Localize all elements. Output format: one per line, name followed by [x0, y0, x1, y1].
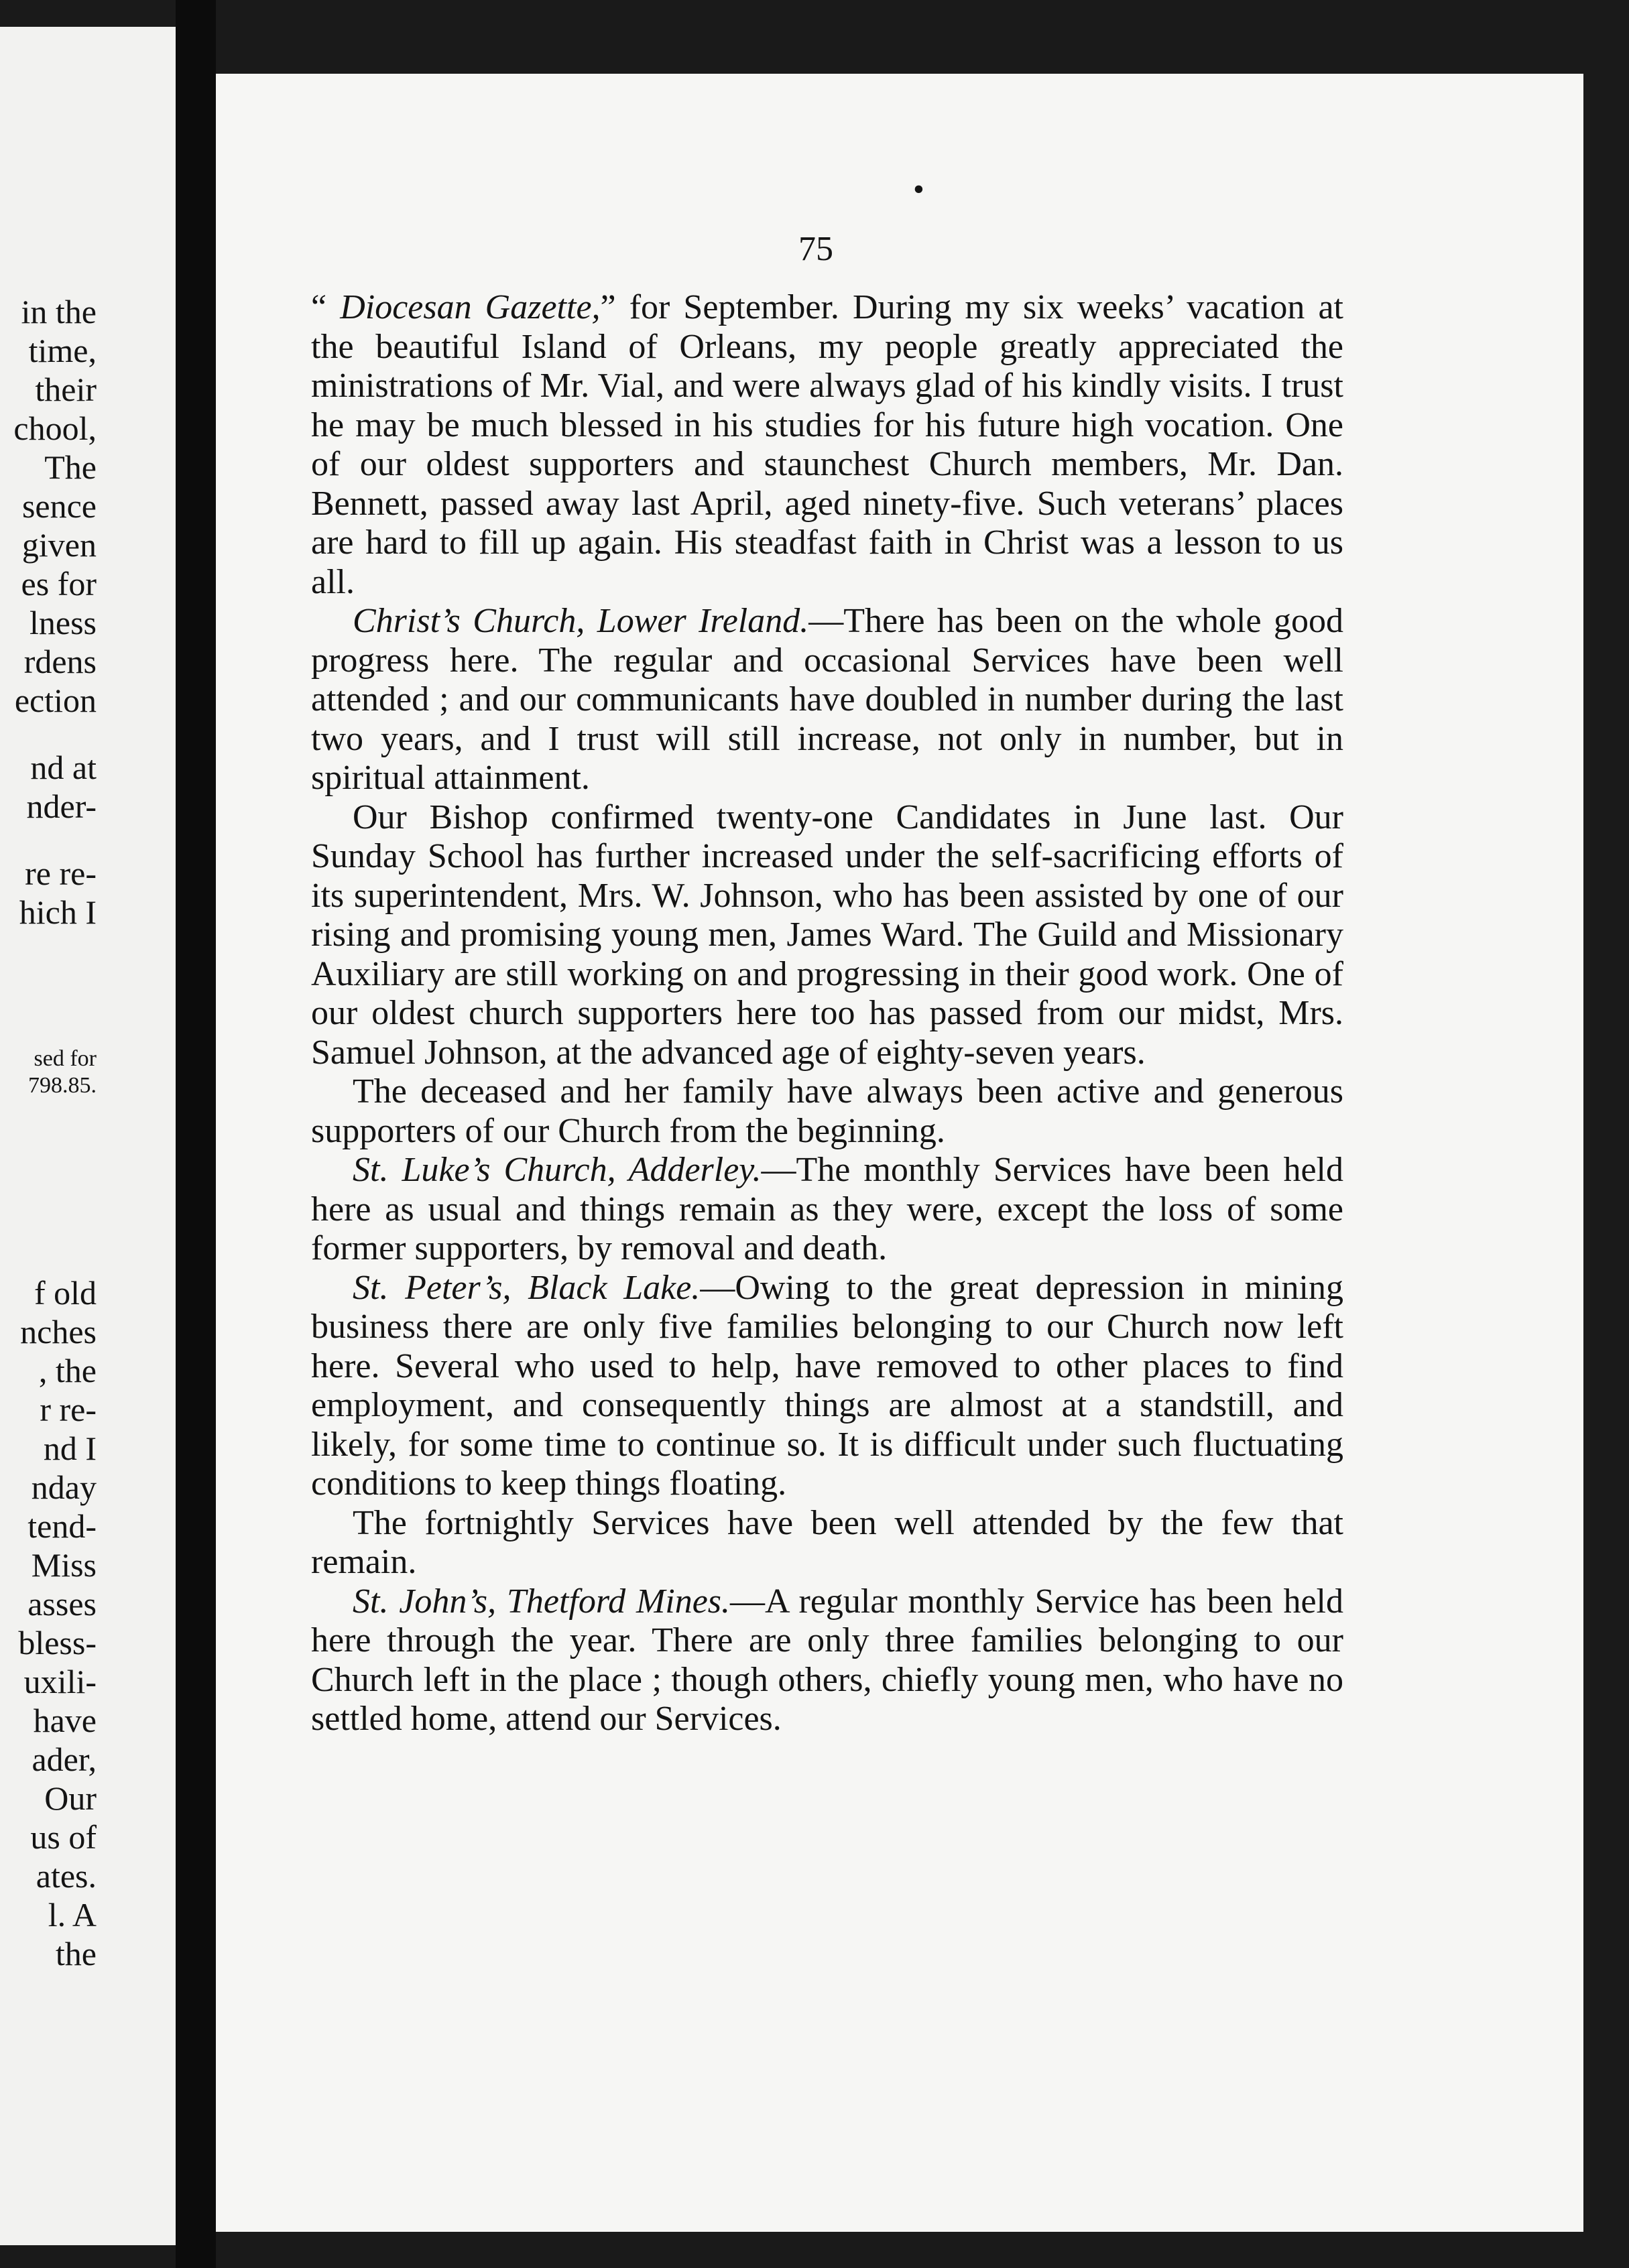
body-paragraph	[311, 1269, 1343, 1504]
left-page-fragment	[0, 27, 176, 2245]
body-paragraph	[311, 798, 1343, 1073]
left-page-line: , the	[38, 1352, 97, 1389]
left-page-line: us of	[30, 1818, 97, 1856]
body-paragraph	[311, 1582, 1343, 1739]
left-page-line: lness	[29, 604, 97, 641]
left-page-line: rdens	[23, 643, 97, 680]
left-page-line: f old	[34, 1274, 97, 1312]
left-page-line: ection	[14, 682, 97, 719]
book-gutter	[176, 0, 216, 2268]
paragraph-text: —The monthly Services have been held here as usual and things remain as they were, except the loss of some former supporters, by removal and death.	[311, 1151, 1344, 1267]
left-page-line: ates.	[36, 1857, 97, 1895]
left-page-line: r re-	[40, 1391, 97, 1428]
left-page-line: sed for	[34, 1046, 97, 1071]
ink-dot-mark: •	[913, 172, 924, 207]
body-paragraph	[311, 1072, 1343, 1151]
paragraph-heading: St. Luke’s Church, Adderley.	[353, 1151, 762, 1189]
paragraph-heading: Christ’s Church, Lower Ireland.	[353, 602, 809, 640]
paragraph-text: —A regular monthly Service has been held here through the year. There are only three families belonging to our Church left in the place ; though others, chiefly young men, who have no settled home, attend our Services.	[311, 1582, 1343, 1738]
body-paragraph	[311, 1504, 1343, 1582]
paragraph-text: ” for September. During my six weeks’ vacation at the beautiful Island of Orleans, my people greatly appreciated the ministrations of Mr. Vial, and were always glad of his kindly visits. I trust he may be much blessed in his studies for his future high vocation. One of our oldest supporters and staunchest Church members, Mr. Dan. Bennett, passed away last April, aged ninety-five. Such veterans’ places are hard to fill up again. His steadfast faith in Christ was a lesson to us all.	[311, 288, 1343, 601]
page-number: 75	[798, 230, 833, 268]
left-page-line: given	[21, 526, 97, 564]
opening-quote: “	[311, 288, 341, 326]
body-paragraph	[311, 1151, 1343, 1269]
left-page-line: nd I	[43, 1430, 97, 1467]
paragraph-text: —Owing to the great depression in mining business there are only five families belonging to our Church now left here. Several who used to help, have removed to other places to find employment, and consequently things are almost at a standstill, and likely, for some time to continue so. It is difficult under such fluctuating conditions to keep things floating.	[311, 1268, 1343, 1503]
left-page-line: Miss	[31, 1546, 97, 1584]
paragraph-heading: St. John’s, Thetford Mines.	[353, 1582, 731, 1621]
left-page-line: the	[55, 1935, 97, 1972]
left-page-line: 798.85.	[28, 1073, 97, 1098]
left-page-line: time,	[28, 332, 97, 369]
paragraph-heading: Diocesan Gazette,	[340, 288, 601, 326]
left-page-line: have	[33, 1702, 97, 1739]
left-page-line: tend-	[27, 1507, 97, 1545]
body-paragraph	[311, 288, 1343, 602]
left-page-line: nd at	[30, 749, 97, 786]
left-page-line: sence	[21, 487, 97, 525]
left-page-line: chool,	[13, 410, 97, 447]
left-page-line: nches	[20, 1313, 97, 1350]
left-page-line: uxili-	[23, 1663, 97, 1700]
left-page-line: nder-	[26, 788, 97, 825]
body-paragraph	[311, 602, 1343, 798]
paragraph-text: The deceased and her family have always been active and generous supporters of our Church from the beginning.	[311, 1072, 1343, 1150]
paragraph-text: —There has been on the whole good progress here. The regular and occasional Services have been well attended ; and our communicants have doubled in number during the last two years, and I trust will still increase, not only in number, but in spiritual attainment.	[311, 602, 1343, 797]
left-page-line: bless-	[18, 1624, 97, 1661]
paragraph-text: Our Bishop confirmed twenty-one Candidates in June last. Our Sunday School has further increased under the self-sacrificing efforts of its superintendent, Mrs. W. Johnson, who has been assisted by one of our rising and promising young men, James Ward. The Guild and Missionary Auxiliary are still working on and progressing in their good work. One of our oldest church supporters here too has passed from our midst, Mrs. Samuel Johnson, at the advanced age of eighty-seven years.	[311, 798, 1343, 1072]
left-page-line: asses	[27, 1585, 97, 1623]
left-page-line: l. A	[48, 1896, 97, 1934]
paragraph-heading: St. Peter’s, Black Lake.	[353, 1268, 701, 1307]
left-page-line: The	[44, 448, 97, 486]
left-page-line: ader,	[32, 1741, 97, 1778]
left-page-line: re re-	[25, 855, 97, 892]
left-page-line: es for	[21, 565, 97, 603]
paragraph-text: The fortnightly Services have been well attended by the few that remain.	[311, 1503, 1343, 1581]
left-page-line: in the	[21, 293, 97, 330]
text-body	[311, 288, 1343, 1739]
left-page-line: their	[35, 371, 97, 408]
main-page	[216, 74, 1583, 2232]
left-page-line: hich I	[19, 893, 97, 931]
left-page-line: nday	[31, 1468, 97, 1506]
left-page-line: Our	[44, 1779, 97, 1817]
